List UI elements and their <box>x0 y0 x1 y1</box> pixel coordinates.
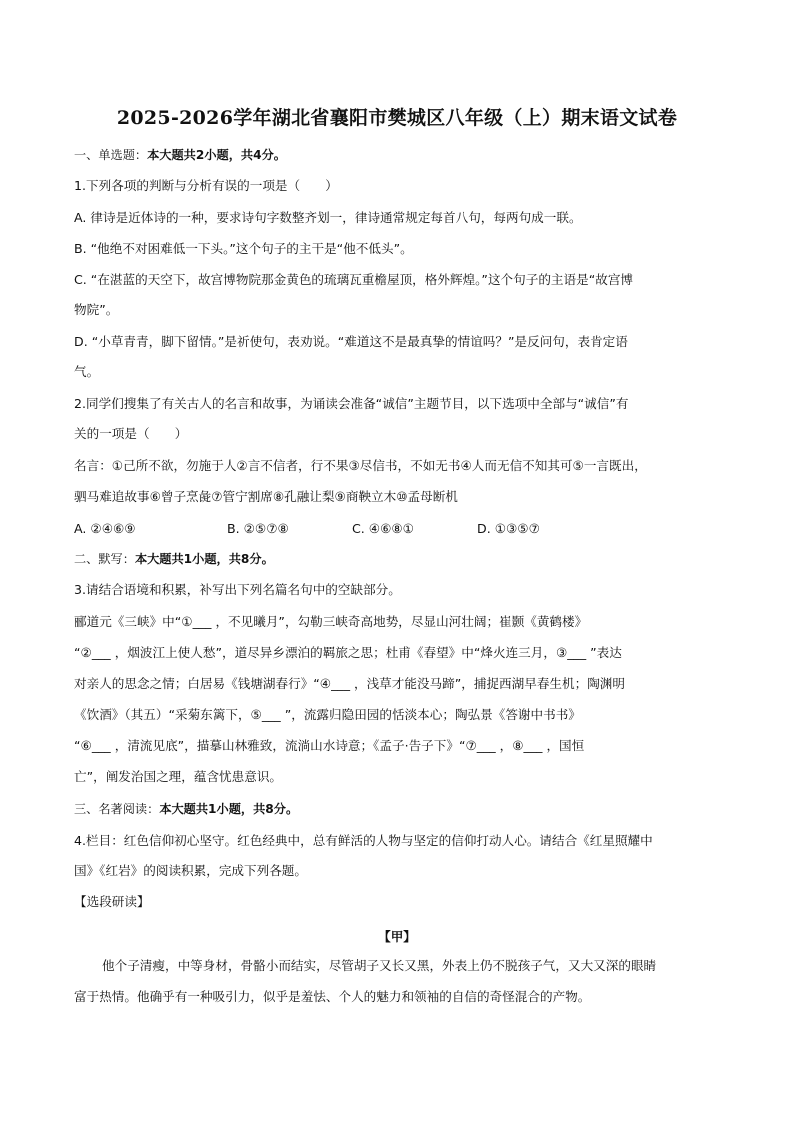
q4-stem-line1: 4.栏目：红色信仰初心坚守。红色经典中，总有鲜活的人物与坚定的信仰打动人心。请结合《红星照耀中 <box>74 833 653 848</box>
exam-title: 2025-2026学年湖北省襄阳市樊城区八年级（上）期末语文试卷 <box>116 107 678 129</box>
q2-option-c: C. ④⑥⑧① <box>352 521 414 536</box>
q1-option-d-line2: 气。 <box>74 364 100 379</box>
q2-option-d: D. ①③⑤⑦ <box>477 521 540 536</box>
q2-list-line2: 驷马难追故事⑥曾子烹彘⑦管宁割席⑧孔融让梨⑨商鞅立木⑩孟母断机 <box>74 489 458 504</box>
q1-option-c-line2: 物院”。 <box>74 302 119 317</box>
q3-text-line5: “⑥___ ，清流见底”，描摹山林雅致，流淌山水诗意；《孟子·告子下》“⑦___ ，⑧___ ，国恒 <box>74 738 585 753</box>
q3-text-line2: “②___ ，烟波江上使人愁”，道尽异乡漂泊的羁旅之思；杜甫《春望》中“烽火连三月，③___ ”表达 <box>74 645 622 660</box>
section-2-info: 本大题共1小题，共8分。 <box>134 552 274 566</box>
q3-text-line6: 亡”，阐发治国之理，蕴含忧患意识。 <box>74 769 283 784</box>
section-3-prefix: 三、名著阅读： <box>74 802 160 816</box>
q3-text-line1: 郦道元《三峡》中“①___ ，不见曦月”，勾勒三峡奇高地势，尽显山河壮阔；崔颢《黄鹤楼》 <box>74 614 588 629</box>
q1-option-d-line1: D. “小草青青，脚下留情。”是祈使句，表劝说。“难道这不是最真挚的情谊吗？”是反问句，表肯定语 <box>74 334 628 349</box>
section-2-heading <box>74 551 274 567</box>
passage-jia-line2: 富于热情。他确乎有一种吸引力，似乎是羞怯、个人的魅力和领袖的自信的奇怪混合的产物。 <box>74 989 591 1004</box>
passage-jia-line1: 他个子清瘦，中等身材，骨骼小而结实，尽管胡子又长又黑，外表上仍不脱孩子气，又大又深的眼睛 <box>102 958 657 973</box>
q2-option-a: A. ②④⑥⑨ <box>74 521 136 536</box>
q3-stem: 3.请结合语境和积累，补写出下列名篇名句中的空缺部分。 <box>74 582 401 597</box>
section-1-info: 本大题共2小题，共4分。 <box>147 148 286 162</box>
section-1-prefix: 一、单选题： <box>74 148 148 162</box>
q2-stem-line2: 关的一项是（ ） <box>74 426 188 441</box>
section-3-info: 本大题共1小题，共8分。 <box>159 802 299 816</box>
q2-list-line1: 名言：①己所不欲，勿施于人②言不信者，行不果③尽信书，不如无书④人而无信不知其可⑤一言既出， <box>74 458 647 473</box>
q1-option-a: A. 律诗是近体诗的一种，要求诗句字数整齐划一，律诗通常规定每首八句，每两句成一联。 <box>74 210 582 225</box>
q2-option-b: B. ②⑤⑦⑧ <box>227 521 289 536</box>
section-1-heading <box>74 147 286 163</box>
q1-stem: 1.下列各项的判断与分析有误的一项是（ ） <box>74 178 338 193</box>
passage-jia-heading: 【甲】 <box>378 929 416 944</box>
q3-text-line4: 《饮酒》（其五）“采菊东篱下，⑤___ ”，流露归隐田园的恬淡本心；陶弘景《答谢中书书》 <box>74 707 581 722</box>
q1-option-c-line1: C. “在湛蓝的天空下，故宫博物院那金黄色的琉璃瓦重檐屋顶，格外辉煌。”这个句子的主语是“故宫博 <box>74 272 634 287</box>
section-3-heading <box>74 801 298 817</box>
q4-stem-line2: 国》《红岩》的阅读积累，完成下列各题。 <box>74 863 307 878</box>
q3-text-line3: 对亲人的思念之情；白居易《钱塘湖春行》“④___ ，浅草才能没马蹄”，捕捉西湖早春生机；陶渊明 <box>74 676 625 691</box>
q4-selected-reading-label: 【选段研读】 <box>74 894 150 909</box>
q1-option-b: B. “他绝不对困难低一下头。”这个句子的主干是“他不低头”。 <box>74 241 413 256</box>
section-2-prefix: 二、默写： <box>74 552 135 566</box>
q2-stem-line1: 2.同学们搜集了有关古人的名言和故事，为诵读会准备“诚信”主题节目，以下选项中全部与“诚信”有 <box>74 396 629 411</box>
